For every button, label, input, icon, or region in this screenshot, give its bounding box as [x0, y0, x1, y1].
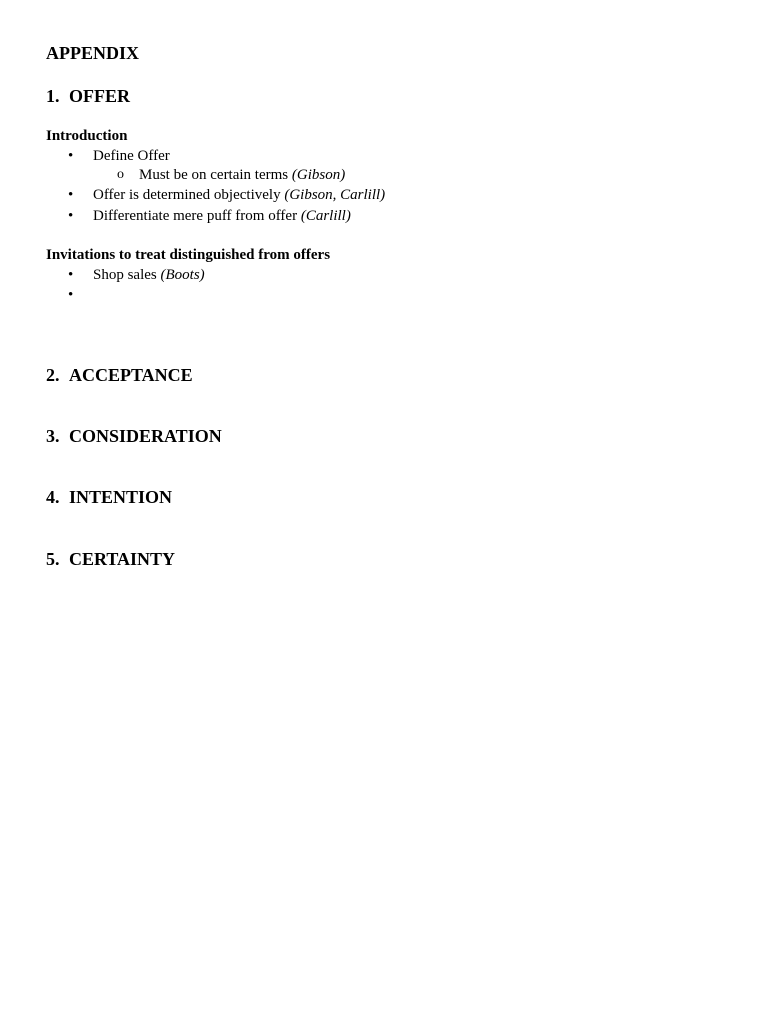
bullet-marker: • — [68, 287, 74, 303]
list-item-objectively — [93, 188, 385, 203]
list-item-certain-terms — [139, 168, 345, 183]
case-citation: (Carlill) — [300, 208, 351, 224]
case-citation: (Gibson, Carlill) — [284, 187, 386, 203]
list-item-text: Offer is determined objectively — [93, 187, 285, 203]
section-number: 4. — [46, 487, 60, 507]
section-number: 3. — [46, 426, 60, 446]
subsection-heading-introduction: Introduction — [46, 128, 128, 144]
section-title: CONSIDERATION — [69, 426, 222, 446]
bullet-marker: • — [68, 208, 74, 224]
case-citation: (Gibson) — [291, 167, 346, 183]
list-item-shop-sales — [93, 268, 205, 283]
subsection-heading-invitations: Invitations to treat distinguished from offers — [46, 247, 331, 263]
section-number: 2. — [46, 365, 60, 385]
list-item-text: Differentiate mere puff from offer — [93, 208, 301, 224]
section-heading-consideration — [46, 427, 222, 445]
list-item-text: Must be on certain terms — [139, 167, 292, 183]
section-title: ACCEPTANCE — [69, 365, 193, 385]
list-item-text: Shop sales — [93, 267, 161, 283]
section-title: OFFER — [69, 86, 130, 106]
bullet-marker: • — [68, 187, 74, 203]
section-number: 5. — [46, 549, 60, 569]
bullet-marker: • — [68, 148, 74, 164]
section-heading-acceptance — [46, 366, 193, 384]
section-heading-offer — [46, 87, 130, 105]
list-item-mere-puff — [93, 209, 351, 224]
case-citation: (Boots) — [160, 267, 205, 283]
section-number: 1. — [46, 86, 60, 106]
document-title: APPENDIX — [46, 43, 139, 63]
section-heading-intention — [46, 488, 172, 506]
list-item-define-offer — [93, 149, 170, 164]
section-heading-certainty — [46, 550, 175, 568]
list-item-text: Define Offer — [93, 148, 170, 164]
section-title: INTENTION — [69, 487, 173, 507]
bullet-marker: • — [68, 267, 74, 283]
section-title: CERTAINTY — [69, 549, 176, 569]
sub-bullet-marker: o — [117, 167, 124, 182]
